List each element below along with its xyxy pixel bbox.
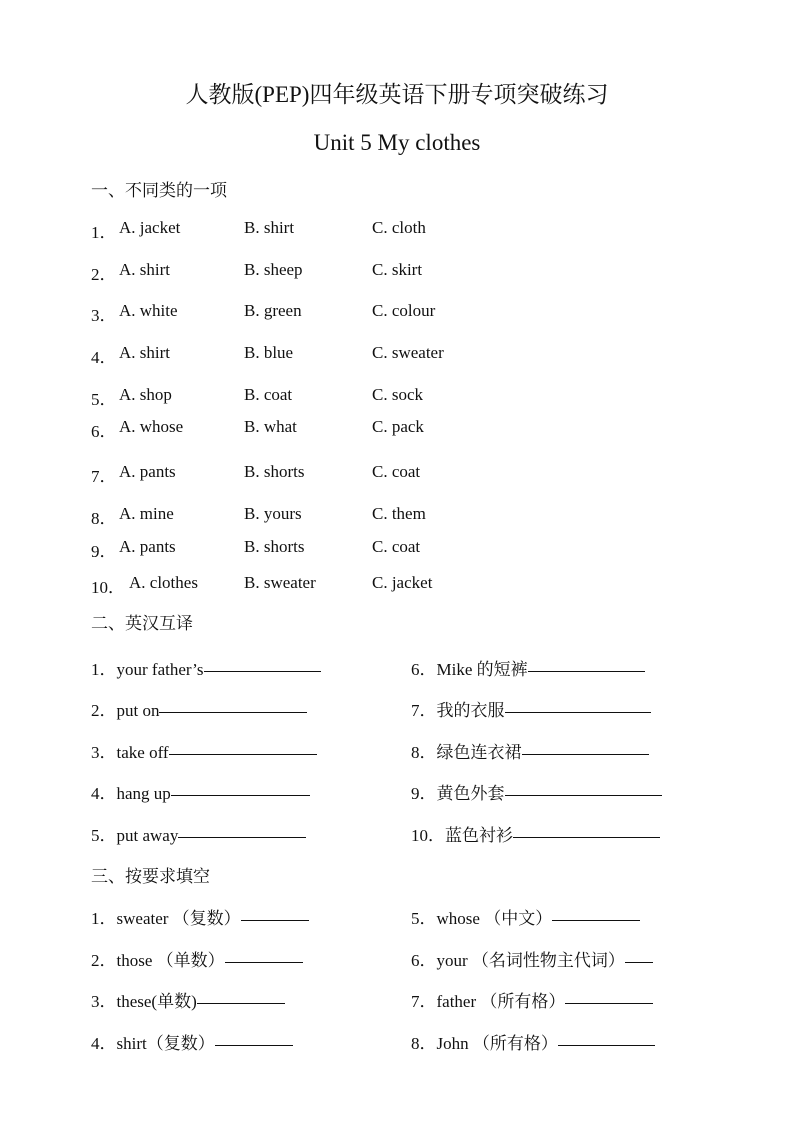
option-b: B. what — [244, 417, 297, 436]
option-c: C. skirt — [372, 260, 423, 279]
page-title: 人教版(PEP)四年级英语下册专项突破练习 — [185, 82, 609, 107]
option-b: B. shirt — [244, 218, 295, 237]
list-item — [0, 1029, 794, 1051]
item-number: 8． — [91, 509, 117, 528]
item-number: 6． — [91, 422, 117, 441]
question-left: 3．take off — [91, 738, 169, 763]
answer-blank[interactable] — [625, 946, 653, 963]
answer-blank[interactable] — [171, 779, 310, 796]
option-a: A. whose — [119, 417, 184, 436]
question-left: 4．shirt（复数） — [91, 1029, 215, 1054]
question-right: 7．father （所有格） — [411, 987, 565, 1012]
option-b: B. blue — [244, 343, 294, 362]
answer-blank[interactable] — [528, 655, 645, 672]
list-item — [0, 301, 794, 323]
list-item — [0, 462, 794, 484]
item-number: 5． — [91, 390, 117, 409]
list-item — [0, 904, 794, 926]
item-number: 3． — [91, 306, 117, 325]
option-a: A. shop — [119, 385, 172, 404]
list-item — [0, 385, 794, 407]
item-number: 4． — [91, 348, 117, 367]
option-a: A. pants — [119, 537, 176, 556]
list-item — [0, 946, 794, 968]
question-left: 2．those （单数） — [91, 946, 225, 971]
list-item — [0, 573, 794, 595]
list-item — [0, 260, 794, 282]
option-a: A. shirt — [119, 260, 170, 279]
item-number: 10． — [91, 578, 125, 597]
option-c: C. sweater — [372, 343, 444, 362]
answer-blank[interactable] — [241, 904, 309, 921]
answer-blank[interactable] — [505, 779, 662, 796]
question-left: 5．put away — [91, 821, 178, 846]
question-right: 5．whose （中文） — [411, 904, 552, 929]
option-c: C. cloth — [372, 218, 426, 237]
question-right: 9．黄色外套 — [411, 779, 505, 804]
item-number: 9． — [91, 542, 117, 561]
option-a: A. shirt — [119, 343, 170, 362]
option-c: C. jacket — [372, 573, 433, 592]
section-heading-odd-one-out: 一、不同类的一项 — [91, 181, 227, 200]
option-c: C. sock — [372, 385, 423, 404]
option-a: A. mine — [119, 504, 174, 523]
list-item — [0, 738, 794, 760]
option-c: C. colour — [372, 301, 436, 320]
answer-blank[interactable] — [169, 738, 317, 755]
page-subtitle: Unit 5 My clothes — [313, 130, 481, 155]
answer-blank[interactable] — [522, 738, 649, 755]
option-a: A. white — [119, 301, 178, 320]
question-right: 6．your （名词性物主代词） — [411, 946, 625, 971]
option-b: B. coat — [244, 385, 293, 404]
list-item — [0, 779, 794, 801]
list-item — [0, 655, 794, 677]
option-c: C. coat — [372, 537, 421, 556]
section-heading-translation: 二、英汉互译 — [91, 614, 193, 633]
option-b: B. shorts — [244, 537, 305, 556]
option-a: A. pants — [119, 462, 176, 481]
list-item — [0, 987, 794, 1009]
question-right: 8．John （所有格） — [411, 1029, 558, 1054]
list-item — [0, 504, 794, 526]
item-number: 7． — [91, 467, 117, 486]
answer-blank[interactable] — [178, 821, 306, 838]
question-left: 1．sweater （复数） — [91, 904, 241, 929]
question-right: 8．绿色连衣裙 — [411, 738, 522, 763]
question-right: 10．蓝色衬衫 — [411, 821, 513, 846]
question-left: 3．these(单数) — [91, 987, 197, 1012]
question-left: 1．your father’s — [91, 655, 204, 680]
option-b: B. yours — [244, 504, 302, 523]
answer-blank[interactable] — [159, 696, 307, 713]
answer-blank[interactable] — [552, 904, 640, 921]
list-item — [0, 218, 794, 240]
answer-blank[interactable] — [204, 655, 321, 672]
answer-blank[interactable] — [225, 946, 303, 963]
list-item — [0, 417, 794, 439]
option-c: C. them — [372, 504, 426, 523]
question-right: 7．我的衣服 — [411, 696, 505, 721]
item-number: 2． — [91, 265, 117, 284]
option-a: A. jacket — [119, 218, 181, 237]
answer-blank[interactable] — [197, 987, 285, 1004]
question-left: 4．hang up — [91, 779, 171, 804]
list-item — [0, 343, 794, 365]
question-left: 2．put on — [91, 696, 159, 721]
option-b: B. sheep — [244, 260, 303, 279]
option-c: C. pack — [372, 417, 424, 436]
answer-blank[interactable] — [505, 696, 651, 713]
list-item — [0, 821, 794, 843]
option-b: B. sweater — [244, 573, 316, 592]
answer-blank[interactable] — [513, 821, 660, 838]
answer-blank[interactable] — [565, 987, 653, 1004]
option-c: C. coat — [372, 462, 421, 481]
list-item — [0, 537, 794, 559]
list-item — [0, 696, 794, 718]
answer-blank[interactable] — [558, 1029, 655, 1046]
item-number: 1． — [91, 223, 117, 242]
section-heading-fill-in: 三、按要求填空 — [91, 867, 210, 886]
option-b: B. green — [244, 301, 302, 320]
question-right: 6．Mike 的短裤 — [411, 655, 528, 680]
option-a: A. clothes — [129, 573, 198, 592]
answer-blank[interactable] — [215, 1029, 293, 1046]
option-b: B. shorts — [244, 462, 305, 481]
